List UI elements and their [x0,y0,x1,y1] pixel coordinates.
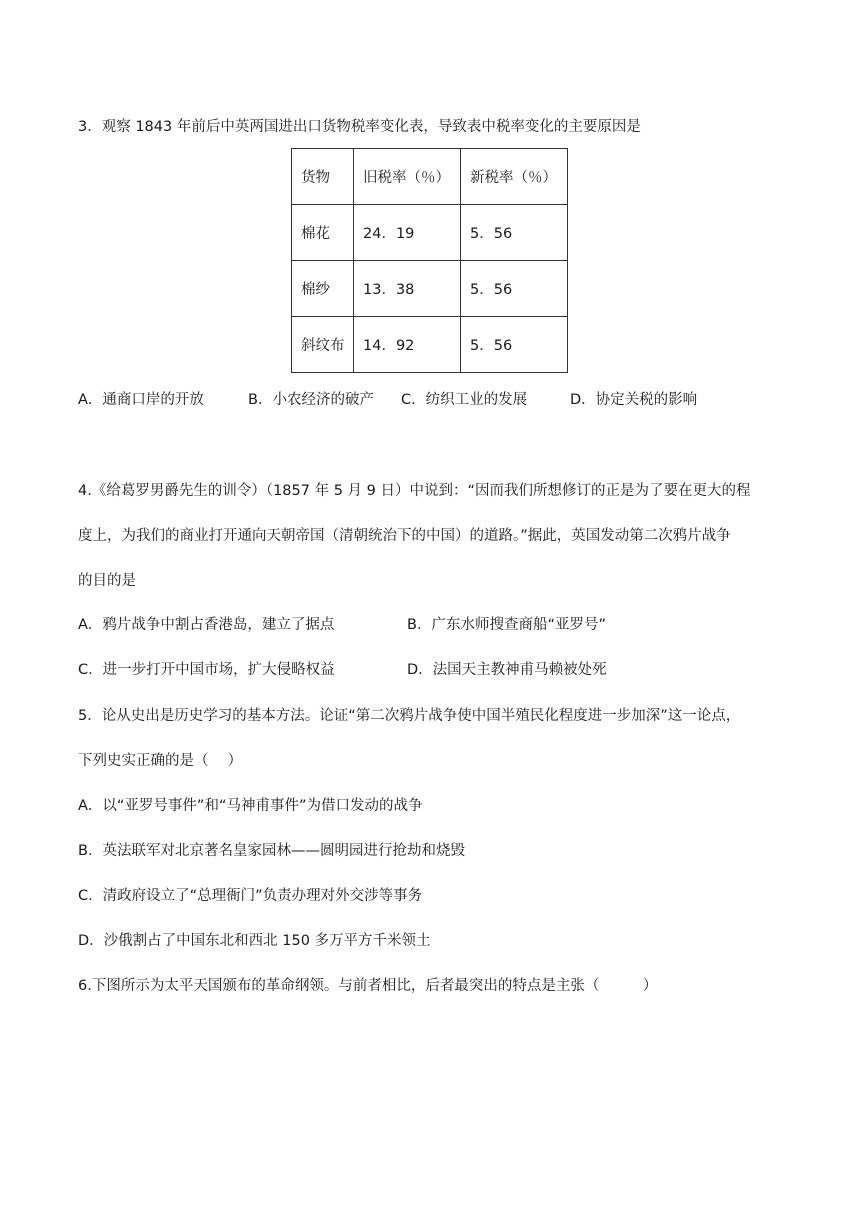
table-row [292,205,568,261]
option-c: C．纺织工业的发展 [401,392,528,408]
question-5-option-c: C．清政府设立了“总理衙门”负责办理对外交涉等事务 [78,888,423,904]
table-header-cell: 新税率（％） [461,149,568,205]
table-cell: 13．38 [354,261,461,317]
question-5-option-b: B．英法联军对北京著名皇家园林——圆明园进行抢劫和烧毁 [78,843,465,859]
table-cell: 14．92 [354,317,461,373]
option-d: D．法国天主教神甫马赖被处死 [407,662,607,678]
tax-rate-table [291,148,568,373]
table-cell: 5．56 [461,205,568,261]
option-a: A．鸦片战争中割占香港岛，建立了据点 [78,617,335,633]
question-5-option-a: A．以“亚罗号事件”和“马神甫事件”为借口发动的战争 [78,798,423,814]
table-header-row [292,149,568,205]
table-row [292,261,568,317]
table-cell: 斜纹布 [292,317,354,373]
table-cell: 棉纱 [292,261,354,317]
option-c: C．进一步打开中国市场，扩大侵略权益 [78,662,335,678]
option-b: B．小农经济的破产 [248,392,374,408]
question-4-stem-line: 度上，为我们的商业打开通向天朝帝国（清朝统治下的中国）的道路。”据此，英国发动第二次鸦片战争 [78,528,731,544]
option-b: B．广东水师搜查商船“亚罗号” [407,617,606,633]
option-a: A．通商口岸的开放 [78,392,204,408]
question-4-stem-line: 的目的是 [78,573,136,589]
table-cell: 5．56 [461,317,568,373]
table-cell: 棉花 [292,205,354,261]
question-3-stem: 3．观察 1843 年前后中英两国进出口货物税率变化表，导致表中税率变化的主要原因是 [78,119,641,135]
table-cell: 24．19 [354,205,461,261]
table-header-cell: 货物 [292,149,354,205]
table-cell: 5．56 [461,261,568,317]
question-4-stem-line: 4.《给葛罗男爵先生的训令）（1857 年 5 月 9 日）中说到：“因而我们所想修订的正是为了要在更大的程 [78,483,751,499]
table-row [292,317,568,373]
question-5-option-d: D．沙俄割占了中国东北和西北 150 多万平方千米领土 [78,933,431,949]
question-6-stem: 6.下图所示为太平天国颁布的革命纲领。与前者相比，后者最突出的特点是主张（ ） [78,978,658,994]
table-header-cell: 旧税率（％） [354,149,461,205]
option-d: D．协定关税的影响 [570,392,698,408]
question-5-stem-line: 5．论从史出是历史学习的基本方法。论证“第二次鸦片战争使中国半殖民化程度进一步加深”这一论点， [78,708,741,724]
question-5-stem-line: 下列史实正确的是（ ） [78,753,243,769]
